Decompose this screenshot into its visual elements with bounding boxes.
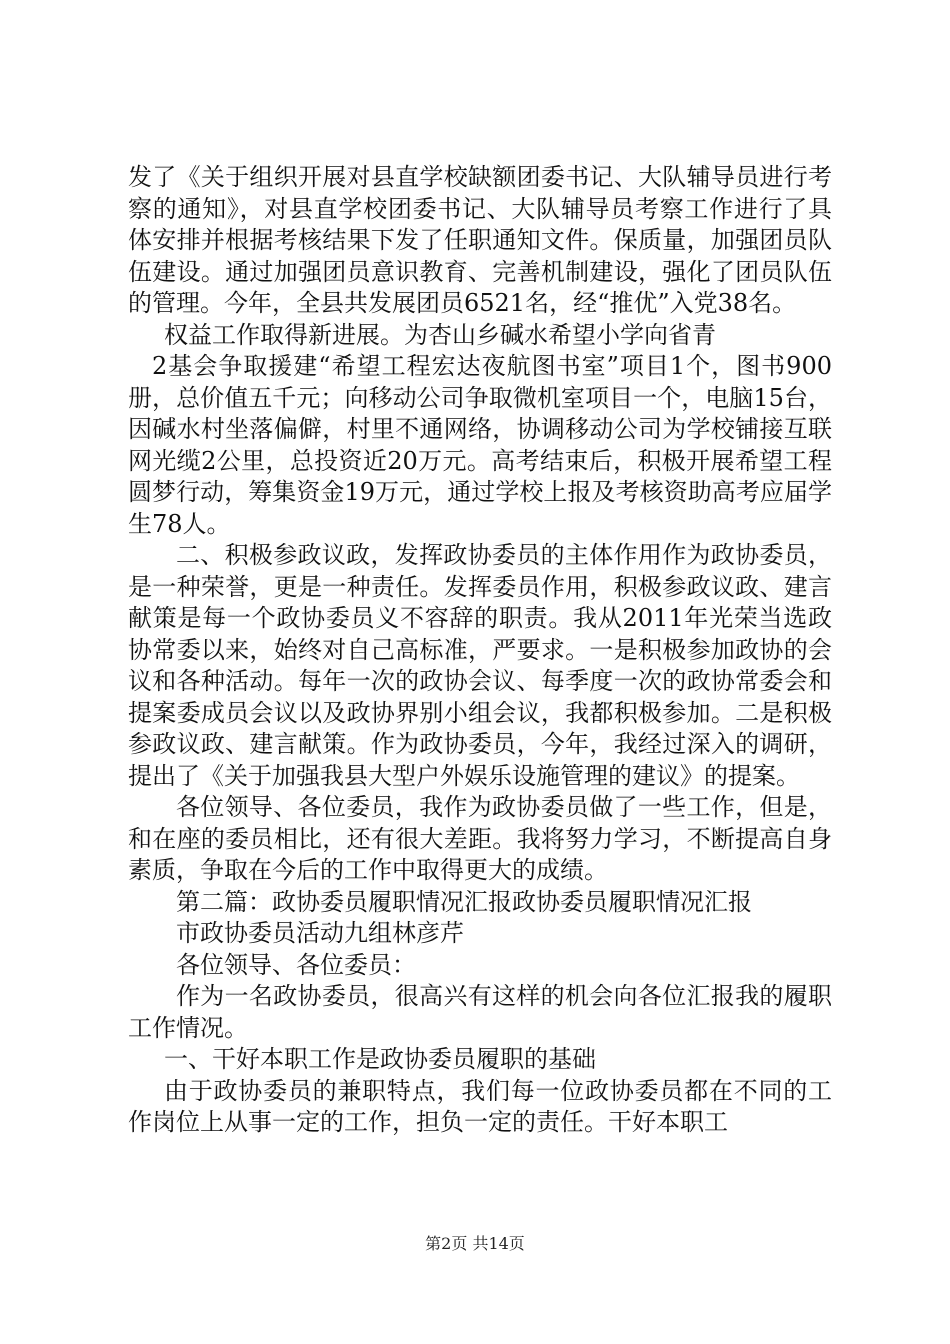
paragraph-introduction: 作为一名政协委员，很高兴有这样的机会向各位汇报我的履职工作情况。 — [128, 982, 832, 1042]
paragraph-part-time-nature: 由于政协委员的兼职特点，我们每一位政协委员都在不同的工作岗位上从事一定的工作，担负一定的责任。干好本职工 — [128, 1076, 832, 1136]
paragraph-hope-project-support: 2基会争取援建“希望工程宏达夜航图书室”项目1个，图书900册，总价值五千元；向移动公司争取微机室项目一个，电脑15台，因碱水村坐落偏僻，村里不通网络，协调移动公司为学校铺接互联网光缆2公里，总投资近20万元。高考结束后，积极开展希望工程圆梦行动，筹集资金19万元，通过学校上报及考核资助高考应届学生78人。 — [128, 352, 832, 538]
paragraph-league-member-development: 发了《关于组织开展对县直学校缺额团委书记、大队辅导员进行考察的通知》，对县直学校团委书记、大队辅导员考察工作进行了具体安排并根据考核结果下发了任职通知文件。保质量，加强团员队伍建设。通过加强团员意识教育、完善机制建设，强化了团员队伍的管理。今年，全县共发展团员6521名，经“推优”入党38名。 — [128, 163, 832, 317]
page-number-footer: 第2页 共14页 — [425, 1234, 525, 1253]
paragraph-rights-work-heading: 权益工作取得新进展。为杏山乡碱水希望小学向省青 — [164, 320, 716, 349]
subheading-basic-duty: 一、干好本职工作是政协委员履职的基础 — [164, 1045, 596, 1073]
document-body — [128, 162, 832, 1139]
paragraph-closing-remarks: 各位领导、各位委员，我作为政协委员做了一些工作，但是，和在座的委员相比，还有很大差距。我将努力学习，不断提高自身素质，争取在今后的工作中取得更大的成绩。 — [128, 793, 832, 884]
paragraph-political-participation: 二、积极参政议政，发挥政协委员的主体作用作为政协委员，是一种荣誉，更是一种责任。发挥委员作用，积极参政议政、建言献策是每一个政协委员义不容辞的职责。我从2011年光荣当选政协常委以来，始终对自己高标准，严要求。一是积极参加政协的会议和各种活动。每年一次的政协会议、每季度一次的政协常委会和提案委成员会议以及政协界别小组会议，我都积极参加。二是积极参政议政、建言献策。作为政协委员，今年，我经过深入的调研，提出了《关于加强我县大型户外娱乐设施管理的建议》的提案。 — [128, 541, 832, 790]
salutation-line: 各位领导、各位委员： — [176, 950, 416, 979]
author-line: 市政协委员活动九组林彦芹 — [176, 919, 464, 947]
section-heading-part-two: 第二篇：政协委员履职情况汇报政协委员履职情况汇报 — [176, 887, 752, 916]
